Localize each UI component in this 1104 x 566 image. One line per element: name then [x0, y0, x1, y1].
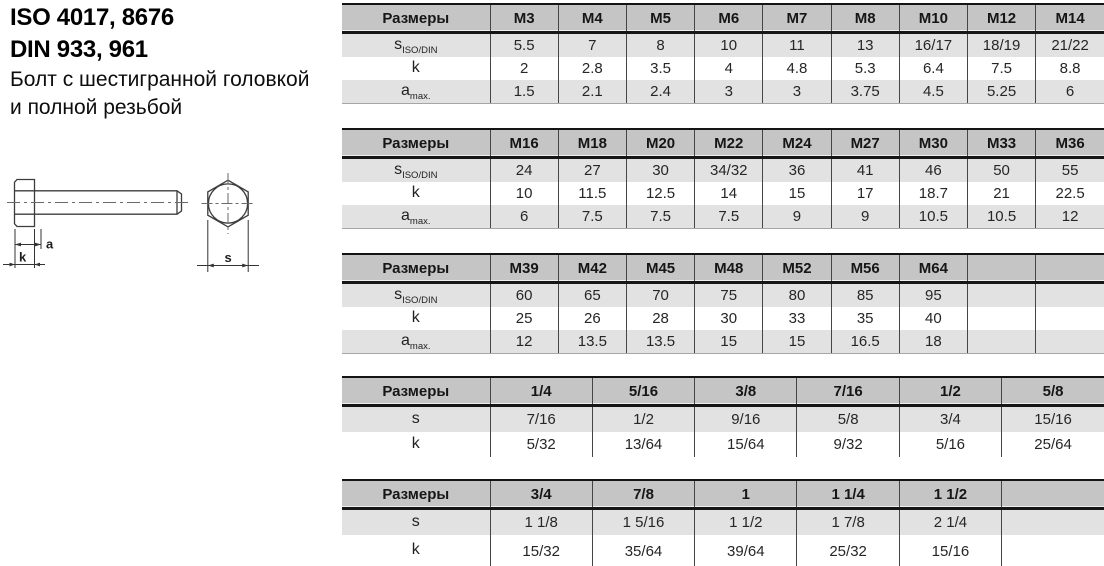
row-label: [342, 432, 490, 457]
size-column-header: M22: [695, 129, 763, 158]
value-cell: 26: [558, 307, 626, 330]
arrow-s-left: [208, 264, 214, 268]
row-label: [342, 80, 490, 104]
value-cell: 9: [763, 205, 831, 229]
value-cell: 39/64: [695, 535, 797, 566]
size-column-header: 7/8: [592, 480, 694, 509]
value-cell: 10: [695, 33, 763, 58]
row-label-subscript: ISO/DIN: [402, 169, 438, 181]
value-cell: 7.5: [626, 205, 694, 229]
value-cell: 35: [831, 307, 899, 330]
value-cell: 5.25: [967, 80, 1035, 104]
dimension-s-label: s: [224, 250, 232, 265]
dimension-row: [342, 307, 1104, 330]
value-cell: 7.5: [558, 205, 626, 229]
value-cell: 25: [490, 307, 558, 330]
row-label-symbol: s: [394, 35, 403, 53]
dimension-row: [342, 509, 1104, 536]
value-cell: 6: [1036, 80, 1104, 104]
dimension-k-label: k: [19, 249, 27, 265]
value-cell: 36: [763, 158, 831, 183]
table-header-row: [342, 480, 1104, 509]
row-label-symbol: a: [401, 206, 410, 224]
size-column-header: 1/2: [899, 377, 1001, 406]
value-cell: 2.1: [558, 80, 626, 104]
value-cell: 18.7: [899, 182, 967, 205]
table-header-row: [342, 377, 1104, 406]
iso-standard-title: ISO 4017, 8676: [10, 4, 174, 31]
dimension-row: [342, 205, 1104, 229]
row-label-symbol: k: [411, 541, 420, 558]
value-cell: 7.5: [695, 205, 763, 229]
row-label: [342, 406, 490, 433]
value-cell: 80: [763, 283, 831, 308]
dimension-row: [342, 432, 1104, 457]
row-label: [342, 158, 490, 183]
standard-info-panel: [10, 2, 340, 122]
row-label: [342, 33, 490, 58]
size-column-header: 1 1/4: [797, 480, 899, 509]
row-label: [342, 283, 490, 308]
value-cell: [1036, 307, 1104, 330]
size-column-header: M6: [695, 4, 763, 33]
value-cell: 1 1/2: [695, 509, 797, 536]
dimension-row: [342, 330, 1104, 354]
table-header-label: Размеры: [342, 254, 490, 283]
dimension-a-label: a: [46, 236, 54, 252]
value-cell: 2.8: [558, 57, 626, 80]
value-cell: 10.5: [899, 205, 967, 229]
value-cell: 18: [899, 330, 967, 354]
table-header-label: Размеры: [342, 129, 490, 158]
row-label: [342, 509, 490, 536]
value-cell: 16.5: [831, 330, 899, 354]
value-cell: 28: [626, 307, 694, 330]
value-cell: 16/17: [899, 33, 967, 58]
dimension-table-3: [342, 253, 1104, 354]
dimension-table-1: [342, 3, 1104, 104]
value-cell: 95: [899, 283, 967, 308]
size-column-header: M4: [558, 4, 626, 33]
dimension-table-5: [342, 479, 1104, 566]
row-label-symbol: s: [411, 512, 420, 530]
size-column-header: M14: [1036, 4, 1104, 33]
value-cell: [967, 283, 1035, 308]
value-cell: 13.5: [626, 330, 694, 354]
dimension-table-2: [342, 128, 1104, 229]
table-header-row: [342, 4, 1104, 33]
value-cell: 5.5: [490, 33, 558, 58]
value-cell: [1036, 283, 1104, 308]
value-cell: 15: [695, 330, 763, 354]
dimension-tables: [342, 0, 1104, 566]
value-cell: 25/32: [797, 535, 899, 566]
value-cell: 60: [490, 283, 558, 308]
value-cell: [967, 330, 1035, 354]
table-header-label: Размеры: [342, 4, 490, 33]
value-cell: 17: [831, 182, 899, 205]
value-cell: 25/64: [1002, 432, 1104, 457]
size-column-header: M18: [558, 129, 626, 158]
size-column-header: M45: [626, 254, 694, 283]
size-column-header: 1/4: [490, 377, 592, 406]
row-label-symbol: k: [411, 183, 420, 201]
value-cell: [1002, 535, 1104, 566]
value-cell: 33: [763, 307, 831, 330]
value-cell: 11.5: [558, 182, 626, 205]
size-column-header: [967, 254, 1035, 283]
arrow-a-right: [35, 243, 41, 247]
row-label-subscript: ISO/DIN: [402, 44, 438, 56]
value-cell: 41: [831, 158, 899, 183]
size-column-header: M33: [967, 129, 1035, 158]
value-cell: 9/16: [695, 406, 797, 433]
value-cell: 21/22: [1036, 33, 1104, 58]
din-standard-title: DIN 933, 961: [10, 36, 148, 63]
size-column-header: M12: [967, 4, 1035, 33]
dimension-row: [342, 80, 1104, 104]
dimension-row: [342, 33, 1104, 58]
size-column-header: M27: [831, 129, 899, 158]
row-label-symbol: k: [411, 434, 420, 452]
size-column-header: 7/16: [797, 377, 899, 406]
arrow-s-right: [242, 264, 248, 268]
row-label: [342, 307, 490, 330]
value-cell: 27: [558, 158, 626, 183]
bolt-technical-drawing: [0, 158, 290, 333]
value-cell: 10.5: [967, 205, 1035, 229]
value-cell: 5.3: [831, 57, 899, 80]
row-label-subscript: max.: [409, 340, 431, 352]
size-column-header: [1002, 480, 1104, 509]
dimension-row: [342, 535, 1104, 566]
row-label: [342, 205, 490, 229]
size-column-header: M20: [626, 129, 694, 158]
row-label-symbol: a: [401, 331, 410, 349]
value-cell: 3: [763, 80, 831, 104]
value-cell: 1 7/8: [797, 509, 899, 536]
value-cell: 30: [626, 158, 694, 183]
value-cell: 12: [1036, 205, 1104, 229]
value-cell: 55: [1036, 158, 1104, 183]
size-column-header: M7: [763, 4, 831, 33]
size-column-header: M8: [831, 4, 899, 33]
size-column-header: M52: [763, 254, 831, 283]
size-column-header: 3/8: [695, 377, 797, 406]
size-column-header: 1: [695, 480, 797, 509]
value-cell: 15: [763, 182, 831, 205]
value-cell: 2: [490, 57, 558, 80]
value-cell: 50: [967, 158, 1035, 183]
value-cell: 5/8: [797, 406, 899, 433]
value-cell: 8: [626, 33, 694, 58]
size-column-header: M24: [763, 129, 831, 158]
value-cell: 13/64: [592, 432, 694, 457]
row-label: [342, 182, 490, 205]
size-column-header: 5/8: [1002, 377, 1104, 406]
dimension-table-4: [342, 376, 1104, 457]
value-cell: 1.5: [490, 80, 558, 104]
dimension-row: [342, 57, 1104, 80]
value-cell: 13: [831, 33, 899, 58]
value-cell: 12: [490, 330, 558, 354]
value-cell: 13.5: [558, 330, 626, 354]
value-cell: 24: [490, 158, 558, 183]
size-column-header: [1036, 254, 1104, 283]
value-cell: 8.8: [1036, 57, 1104, 80]
value-cell: 15/32: [490, 535, 592, 566]
value-cell: 40: [899, 307, 967, 330]
row-label-symbol: s: [394, 160, 403, 178]
product-description-line2: и полной резьбой: [10, 96, 183, 119]
value-cell: 15/16: [1002, 406, 1104, 433]
arrow-a-left: [15, 243, 21, 247]
value-cell: 6: [490, 205, 558, 229]
size-column-header: M5: [626, 4, 694, 33]
dimension-row: [342, 158, 1104, 183]
size-column-header: M56: [831, 254, 899, 283]
arrow-k-left: [10, 263, 16, 267]
value-cell: 4: [695, 57, 763, 80]
value-cell: 1 5/16: [592, 509, 694, 536]
dimension-row: [342, 406, 1104, 433]
value-cell: [967, 307, 1035, 330]
table-header-label: Размеры: [342, 377, 490, 406]
row-label-symbol: a: [401, 81, 410, 99]
value-cell: 70: [626, 283, 694, 308]
value-cell: 65: [558, 283, 626, 308]
value-cell: 2.4: [626, 80, 694, 104]
hex-centerlines: [202, 173, 255, 234]
value-cell: 7.5: [967, 57, 1035, 80]
value-cell: 14: [695, 182, 763, 205]
value-cell: 18/19: [967, 33, 1035, 58]
size-column-header: M10: [899, 4, 967, 33]
value-cell: 2 1/4: [899, 509, 1001, 536]
value-cell: 7: [558, 33, 626, 58]
product-description-line1: Болт с шестигранной головкой: [10, 68, 310, 91]
value-cell: 22.5: [1036, 182, 1104, 205]
row-label-symbol: s: [394, 285, 403, 303]
value-cell: 3: [695, 80, 763, 104]
value-cell: 7/16: [490, 406, 592, 433]
value-cell: [1002, 509, 1104, 536]
value-cell: 3.75: [831, 80, 899, 104]
size-column-header: M39: [490, 254, 558, 283]
dimension-row: [342, 182, 1104, 205]
value-cell: 21: [967, 182, 1035, 205]
value-cell: 46: [899, 158, 967, 183]
value-cell: 4.5: [899, 80, 967, 104]
value-cell: 5/16: [899, 432, 1001, 457]
size-column-header: M64: [899, 254, 967, 283]
value-cell: 3.5: [626, 57, 694, 80]
value-cell: [1036, 330, 1104, 354]
row-label: [342, 330, 490, 354]
size-column-header: M48: [695, 254, 763, 283]
size-column-header: 5/16: [592, 377, 694, 406]
value-cell: 9/32: [797, 432, 899, 457]
row-label-symbol: k: [411, 308, 420, 326]
value-cell: 15/64: [695, 432, 797, 457]
table-header-label: Размеры: [342, 480, 490, 509]
row-label-subscript: ISO/DIN: [402, 294, 438, 306]
table-header-row: [342, 254, 1104, 283]
row-label-subscript: max.: [409, 215, 431, 227]
size-column-header: M36: [1036, 129, 1104, 158]
value-cell: 6.4: [899, 57, 967, 80]
size-column-header: M16: [490, 129, 558, 158]
size-column-header: 1 1/2: [899, 480, 1001, 509]
value-cell: 9: [831, 205, 899, 229]
value-cell: 1/2: [592, 406, 694, 433]
size-column-header: 3/4: [490, 480, 592, 509]
row-label-symbol: k: [411, 58, 420, 76]
table-header-row: [342, 129, 1104, 158]
value-cell: 5/32: [490, 432, 592, 457]
value-cell: 75: [695, 283, 763, 308]
size-column-header: M30: [899, 129, 967, 158]
value-cell: 1 1/8: [490, 509, 592, 536]
size-column-header: M3: [490, 4, 558, 33]
value-cell: 85: [831, 283, 899, 308]
value-cell: 15: [763, 330, 831, 354]
value-cell: 34/32: [695, 158, 763, 183]
value-cell: 10: [490, 182, 558, 205]
arrow-k-right: [35, 263, 41, 267]
row-label: [342, 535, 490, 566]
value-cell: 4.8: [763, 57, 831, 80]
value-cell: 30: [695, 307, 763, 330]
row-label-subscript: max.: [409, 90, 431, 102]
value-cell: 15/16: [899, 535, 1001, 566]
row-label-symbol: s: [411, 409, 420, 427]
value-cell: 11: [763, 33, 831, 58]
value-cell: 35/64: [592, 535, 694, 566]
dimension-row: [342, 283, 1104, 308]
size-column-header: M42: [558, 254, 626, 283]
value-cell: 3/4: [899, 406, 1001, 433]
value-cell: 12.5: [626, 182, 694, 205]
row-label: [342, 57, 490, 80]
